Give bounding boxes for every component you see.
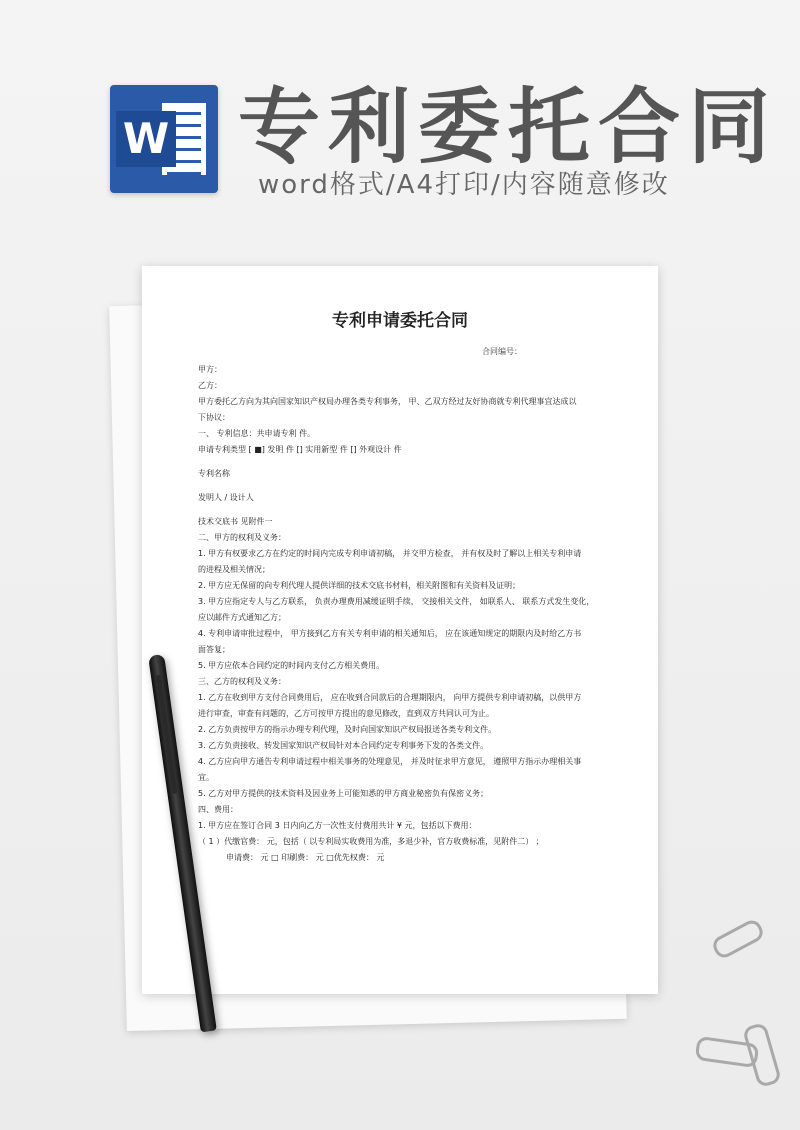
- contract-line: 2. 甲方应无保留的向专利代理人提供详细的技术交底书材料，相关附图和有关资料及证明；: [198, 581, 521, 590]
- contract-line: 5. 乙方对甲方提供的技术资料及因业务上可能知悉的甲方商业秘密负有保密义务；: [198, 789, 489, 798]
- contract-line: 1. 甲方有权要求乙方在约定的时间内完成专利申请初稿， 并交甲方检查， 并有权及时了解以上相关专利申请: [198, 549, 582, 558]
- contract-line: 进行审查，审查有问题的，乙方可按甲方提出的意见修改，直到双方共同认可为止。: [198, 709, 494, 718]
- word-logo-icon: [110, 85, 218, 193]
- contract-line: 面答复；: [198, 645, 230, 654]
- contract-line: 3. 甲方应指定专人与乙方联系， 负责办理费用减缓证明手续， 交接相关文件， 如联系人、 联系方式发生变化，: [198, 597, 595, 606]
- contract-line: 技术交底书 见附件一: [198, 517, 273, 526]
- contract-line: 申请费： 元 □ 印刷费： 元 □优先权费： 元: [226, 853, 385, 862]
- contract-line: 5. 甲方应依本合同约定的时间内支付乙方相关费用。: [198, 661, 385, 670]
- contract-line: 1. 乙方在收到甲方支付合同费用后， 应在收到合同款后的合理期限内， 向甲方提供专利申请初稿，以供甲方: [198, 693, 582, 702]
- contract-line: 二、甲方的权利及义务：: [198, 533, 286, 542]
- contract-line: 应以邮件方式通知乙方；: [198, 613, 286, 622]
- contract-line: 4. 乙方应向甲方通告专利申请过程中相关事务的处理意见， 并及时征求甲方意见， 遵照甲方指示办理相关事: [198, 757, 582, 766]
- contract-line: 宜。: [198, 773, 214, 782]
- contract-line: 3. 乙方负责接收、转发国家知识产权局针对本合同约定专利事务下发的各类文件。: [198, 741, 489, 750]
- paperclip-icon: [710, 917, 766, 961]
- contract-number-label: 合同编号：: [482, 347, 522, 356]
- contract-body: [198, 362, 618, 866]
- contract-line: 四、费用：: [198, 805, 238, 814]
- contract-line: 一、 专利信息：共申请专利 件。: [198, 429, 316, 438]
- contract-line: 2. 乙方负责按甲方的指示办理专利代理，及时向国家知识产权局报送各类专利文件。: [198, 725, 497, 734]
- contract-line: 乙方：: [198, 381, 222, 390]
- contract-line: 专利名称: [198, 469, 230, 478]
- contract-title: 专利申请委托合同: [332, 311, 468, 331]
- contract-paper: [142, 266, 658, 994]
- contract-line: 申请专利类型 [ ■] 发明 件 [] 实用新型 件 [] 外观设计 件: [198, 445, 402, 454]
- contract-line: 的进程及相关情况；: [198, 565, 270, 574]
- page-subtitle: word格式/A4打印/内容随意修改: [258, 170, 670, 200]
- contract-line: 1. 甲方应在签订合同 3 日内向乙方一次性支付费用共计 ¥ 元，包括以下费用：: [198, 821, 477, 830]
- contract-line: 甲方委托乙方向为其向国家知识产权局办理各类专利事务， 甲、乙双方经过友好协商就专利代理事宜达成以: [198, 397, 577, 406]
- page-title: 专利委托合同: [238, 80, 779, 175]
- contract-line: 发明人 / 设计人: [198, 493, 254, 502]
- contract-line: 下协议：: [198, 413, 230, 422]
- contract-line: 甲方：: [198, 365, 222, 374]
- contract-line: 4. 专利申请审批过程中， 甲方接到乙方有关专利申请的相关通知后， 应在该通知规定的期限内及时给乙方书: [198, 629, 582, 638]
- contract-line: 三、乙方的权利及义务：: [198, 677, 286, 686]
- contract-line: （ 1 ）代缴官费： 元，包括（ 以专利局实收费用为准，多退少补，官方收费标准，见附件二） ；: [198, 837, 544, 846]
- word-w-letter-icon: W: [116, 111, 176, 167]
